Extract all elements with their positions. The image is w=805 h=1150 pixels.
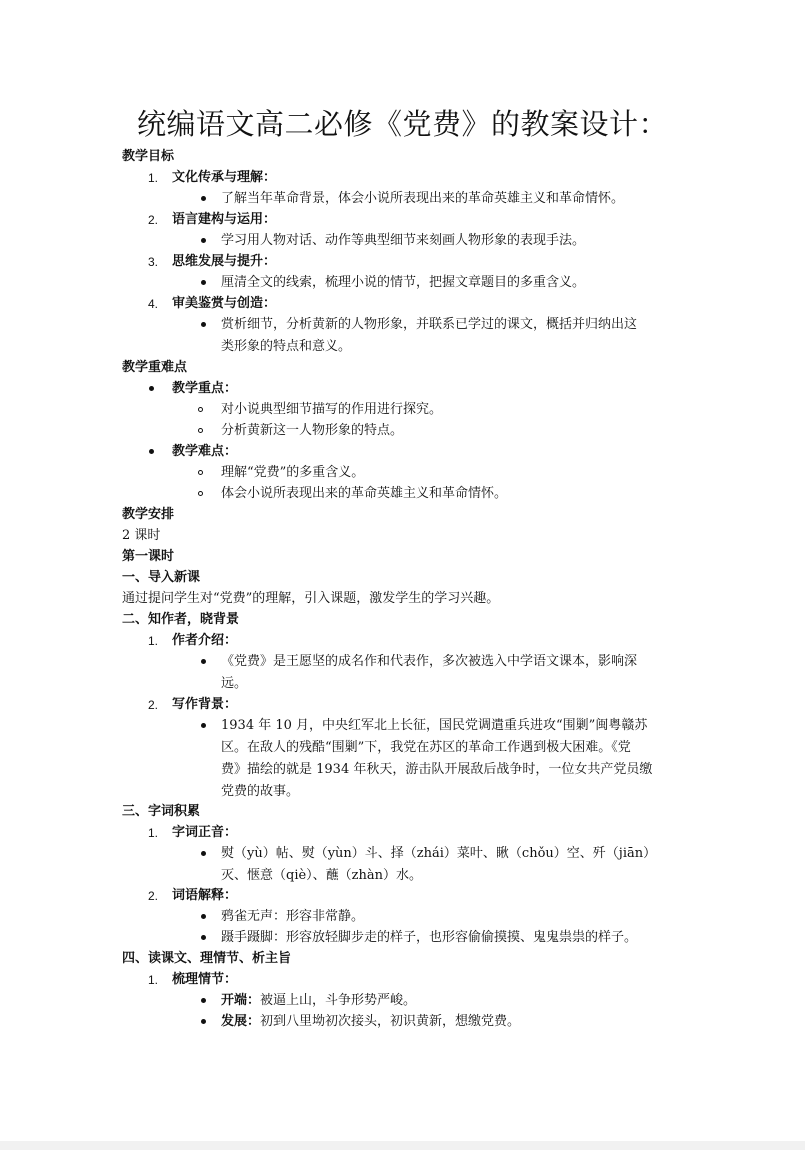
vocab-label: 词语解释： bbox=[172, 888, 238, 903]
key-point-1: 对小说典型细节描写的作用进行探究。 bbox=[221, 402, 443, 417]
plot-item-1 bbox=[221, 991, 416, 1011]
difficulty-heading: 教学重难点 bbox=[122, 360, 188, 375]
bullet-icon bbox=[201, 914, 206, 919]
vocab-number: 2. bbox=[148, 889, 159, 903]
bullet-icon bbox=[201, 998, 206, 1003]
circle-bullet-icon bbox=[198, 407, 203, 412]
section-3-heading: 三、字词积累 bbox=[122, 804, 201, 819]
background-text-line-1: 1934 年 10 月，中央红军北上长征，国民党调遣重兵进攻“围剿”闽粤赣苏 bbox=[221, 718, 648, 733]
goals-heading: 教学目标 bbox=[122, 149, 175, 164]
plot-item-1-text: 被逼上山，斗争形势严峻。 bbox=[260, 993, 417, 1008]
vocab-item-2: 蹑手蹑脚：形容放轻脚步走的样子，也形容偷偷摸摸、鬼鬼祟祟的样子。 bbox=[221, 930, 638, 945]
plot-item-1-label: 开端： bbox=[221, 993, 261, 1008]
section-2-heading: 二、知作者，晓背景 bbox=[122, 612, 240, 627]
goal-4-text-line-2: 类形象的特点和意义。 bbox=[221, 339, 352, 354]
bullet-icon bbox=[201, 659, 206, 664]
background-number: 2. bbox=[148, 698, 159, 712]
goal-1-text: 了解当年革命背景，体会小说所表现出来的革命英雄主义和革命情怀。 bbox=[221, 191, 625, 206]
background-text-line-3: 费》描绘的就是 1934 年秋天，游击队开展敌后战争时，一位女共产党员缴 bbox=[221, 762, 653, 777]
goal-4-label: 审美鉴赏与创造： bbox=[172, 296, 277, 311]
author-text-line-1: 《党费》是王愿坚的成名作和代表作，多次被选入中学语文课本，影响深 bbox=[221, 654, 638, 669]
page-bottom-edge bbox=[0, 1141, 805, 1150]
bullet-icon bbox=[201, 851, 206, 856]
circle-bullet-icon bbox=[198, 491, 203, 496]
bullet-icon bbox=[201, 723, 206, 728]
bullet-icon bbox=[201, 238, 206, 243]
hard-points-label: 教学难点： bbox=[172, 444, 238, 459]
key-points-label: 教学重点： bbox=[172, 381, 238, 396]
bullet-icon bbox=[149, 449, 154, 454]
bullet-icon bbox=[201, 196, 206, 201]
background-text-line-2: 区。在敌人的残酷“围剿”下，我党在苏区的革命工作遇到极大困难。《党 bbox=[221, 740, 631, 755]
hard-point-2: 体会小说所表现出来的革命英雄主义和革命情怀。 bbox=[221, 486, 508, 501]
plot-item-2 bbox=[221, 1012, 520, 1032]
goal-2-label: 语言建构与运用： bbox=[172, 212, 277, 227]
author-text-line-2: 远。 bbox=[221, 676, 248, 691]
background-label: 写作背景： bbox=[172, 697, 238, 712]
pronunciation-label: 字词正音： bbox=[172, 825, 238, 840]
goal-4-text-line-1: 赏析细节，分析黄新的人物形象，并联系已学过的课文，概括并归纳出这 bbox=[221, 317, 638, 332]
goal-3-number: 3. bbox=[148, 255, 159, 269]
vocab-item-1: 鸦雀无声：形容非常静。 bbox=[221, 909, 365, 924]
goal-1-number: 1. bbox=[148, 171, 159, 185]
author-label: 作者介绍： bbox=[172, 633, 238, 648]
circle-bullet-icon bbox=[198, 470, 203, 475]
arrangement-hours: 2 课时 bbox=[122, 528, 161, 543]
key-point-2: 分析黄新这一人物形象的特点。 bbox=[221, 423, 404, 438]
circle-bullet-icon bbox=[198, 428, 203, 433]
pronunciation-line-2: 灭、惬意（qiè）、蘸（zhàn）水。 bbox=[221, 868, 423, 883]
bullet-icon bbox=[201, 935, 206, 940]
goal-2-text: 学习用人物对话、动作等典型细节来刻画人物形象的表现手法。 bbox=[221, 233, 586, 248]
plot-label: 梳理情节： bbox=[172, 972, 238, 987]
pronunciation-number: 1. bbox=[148, 826, 159, 840]
hard-point-1: 理解“党费”的多重含义。 bbox=[221, 465, 365, 480]
author-number: 1. bbox=[148, 634, 159, 648]
bullet-icon bbox=[149, 386, 154, 391]
plot-item-2-text: 初到八里坳初次接头，初识黄新，想缴党费。 bbox=[260, 1014, 521, 1029]
goal-3-label: 思维发展与提升： bbox=[172, 254, 277, 269]
plot-item-2-label: 发展： bbox=[221, 1014, 261, 1029]
goal-3-text: 厘清全文的线索，梳理小说的情节，把握文章题目的多重含义。 bbox=[221, 275, 586, 290]
bullet-icon bbox=[201, 1019, 206, 1024]
section-1-heading: 一、导入新课 bbox=[122, 570, 201, 585]
bullet-icon bbox=[201, 322, 206, 327]
pronunciation-line-1: 熨（yù）帖、熨（yùn）斗、择（zhái）菜叶、瞅（chǒu）空、歼（jiān） bbox=[221, 846, 657, 861]
bullet-icon bbox=[201, 280, 206, 285]
page-title: 统编语文高二必修《党费》的教案设计： bbox=[136, 107, 668, 141]
goal-4-number: 4. bbox=[148, 297, 159, 311]
arrangement-heading: 教学安排 bbox=[122, 507, 175, 522]
first-lesson-heading: 第一课时 bbox=[122, 549, 175, 564]
background-text-line-4: 党费的故事。 bbox=[221, 784, 300, 799]
plot-number: 1. bbox=[148, 973, 159, 987]
goal-1-label: 文化传承与理解： bbox=[172, 170, 277, 185]
section-1-text: 通过提问学生对“党费”的理解，引入课题，激发学生的学习兴趣。 bbox=[122, 591, 500, 606]
section-4-heading: 四、读课文、理情节、析主旨 bbox=[122, 951, 292, 966]
goal-2-number: 2. bbox=[148, 213, 159, 227]
